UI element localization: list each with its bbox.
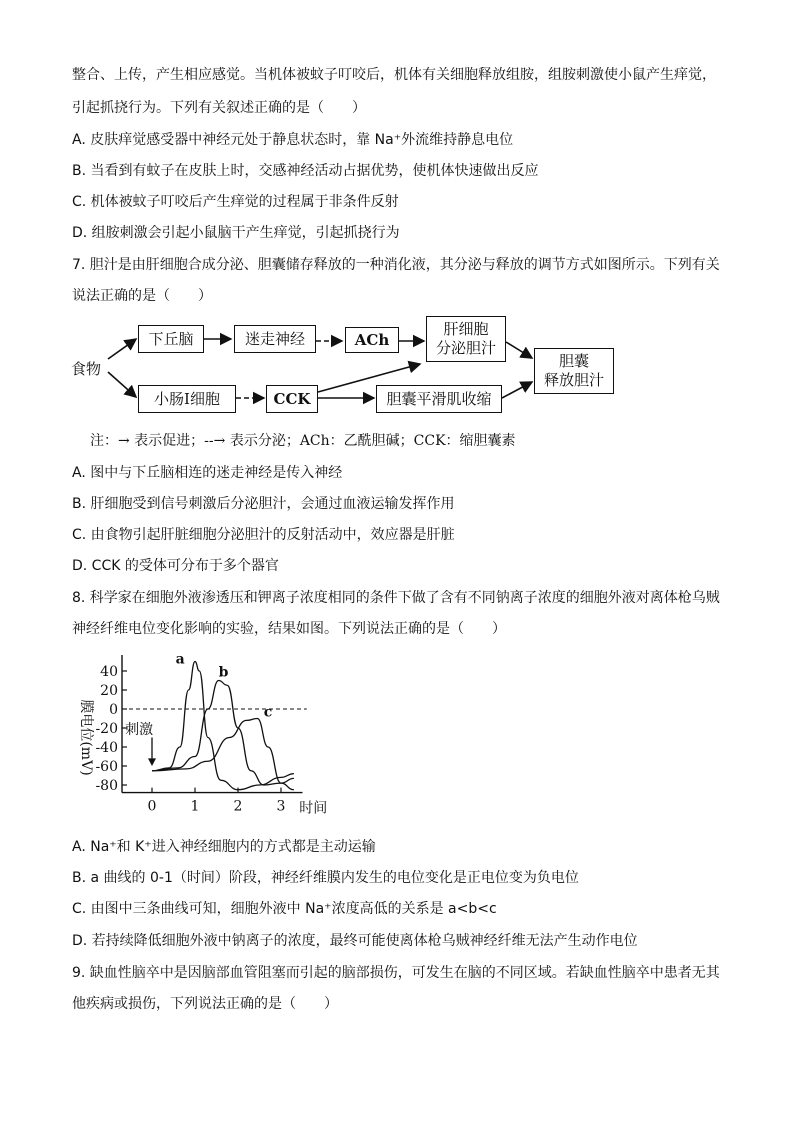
arrow-food-hypothalamus — [108, 339, 136, 359]
stimulus-arrowhead — [148, 758, 156, 766]
option-b: B. a 曲线的 0-1（时间）阶段，神经纤维膜内发生的电位变化是正电位变为负电位 — [72, 870, 579, 886]
series-a-line — [152, 662, 294, 790]
option-a: A. 皮肤痒觉感受器中神经元处于静息状态时，靠 Na⁺外流维持静息电位 — [72, 132, 514, 148]
gall-line1: 胆囊 — [558, 352, 589, 370]
food-label: 食物 — [71, 360, 102, 378]
series-c-label: c — [263, 704, 273, 721]
y-axis-label: 膜电位(mV) — [78, 699, 94, 776]
x-tick-label: 3 — [276, 798, 286, 815]
option-d: D. 组胺刺激会引起小鼠脑干产生痒觉，引起抓挠行为 — [72, 225, 400, 241]
diagram-note: 注：→ 表示促进；--→ 表示分泌；ACh：乙酰胆碱；CCK：缩胆囊素 — [90, 433, 516, 449]
question-9-cont: 他疾病或损伤，下列说法正确的是（ ） — [72, 996, 338, 1012]
liver-line1: 肝细胞 — [443, 320, 489, 338]
ach-box: ACh — [345, 327, 399, 353]
arrow-muscle-gall — [502, 382, 532, 398]
option-a: A. Na⁺和 K⁺进入神经细胞内的方式都是主动运输 — [72, 839, 376, 855]
text-line: 整合、上传，产生相应感觉。当机体被蚊子叮咬后，机体有关细胞释放组胺，组胺刺激使小鼠产生痒觉， — [72, 67, 716, 83]
x-tick-label: 2 — [233, 798, 243, 815]
option-d: D. 若持续降低细胞外液中钠离子的浓度，最终可能使离体枪乌贼神经纤维无法产生动作电位 — [72, 933, 638, 949]
series-a-label: a — [175, 651, 185, 668]
text-line: 引起抓挠行为。下列有关叙述正确的是（ ） — [72, 100, 366, 116]
question-9: 9. 缺血性脑卒中是因脑部血管阻塞而引起的脑部损伤，可发生在脑的不同区域。若缺血性脑卒中患者无其 — [72, 965, 720, 981]
liver-cell-box — [426, 316, 506, 362]
y-tick-label: 40 — [100, 664, 118, 680]
bile-regulation-diagram — [68, 312, 628, 447]
y-tick-label: -80 — [95, 778, 118, 794]
hypothalamus-box: 下丘脑 — [138, 325, 204, 353]
option-a: A. 图中与下丘脑相连的迷走神经是传入神经 — [72, 465, 343, 481]
x-axis-label: 时间 — [299, 800, 328, 817]
option-c: C. 由食物引起肝脏细胞分泌胆汁的反射活动中，效应器是肝脏 — [72, 527, 455, 543]
y-tick-label: -40 — [95, 740, 118, 756]
liver-line2: 分泌胆汁 — [435, 339, 496, 357]
gall-line2: 释放胆汁 — [543, 371, 604, 389]
question-8: 8. 科学家在细胞外液渗透压和钾离子浓度相同的条件下做了含有不同钠离子浓度的细胞外液对离体枪乌贼 — [72, 590, 720, 606]
question-7: 7. 胆汁是由肝细胞合成分泌、胆囊储存释放的一种消化液，其分泌与释放的调节方式如图所示。下列有关 — [72, 257, 720, 273]
arrow-food-intestine — [108, 372, 136, 397]
y-tick-label: 20 — [100, 683, 118, 699]
question-7-cont: 说法正确的是（ ） — [72, 288, 212, 304]
muscle-contraction-box: 胆囊平滑肌收缩 — [376, 385, 502, 413]
cck-box: CCK — [266, 385, 318, 413]
x-tick-label: 1 — [190, 798, 200, 815]
y-tick-label: -20 — [95, 721, 118, 737]
option-b: B. 肝细胞受到信号刺激后分泌胆汁，会通过血液运输发挥作用 — [72, 496, 455, 512]
vagus-nerve-box: 迷走神经 — [234, 325, 316, 353]
x-tick-label: 0 — [147, 798, 157, 815]
option-c: C. 由图中三条曲线可知，细胞外液中 Na⁺浓度高低的关系是 a<b<c — [72, 901, 497, 917]
option-c: C. 机体被蚊子叮咬后产生痒觉的过程属于非条件反射 — [72, 194, 399, 210]
option-d: D. CCK 的受体可分布于多个器官 — [72, 558, 279, 574]
intestine-cell-box: 小肠Ⅰ细胞 — [138, 385, 236, 413]
y-tick-label: -60 — [95, 759, 118, 775]
y-tick-label: 0 — [109, 702, 118, 718]
option-b: B. 当看到有蚊子在皮肤上时，交感神经活动占据优势，使机体快速做出反应 — [72, 163, 539, 179]
question-8-cont: 神经纤维电位变化影响的实验，结果如图。下列说法正确的是（ ） — [72, 621, 506, 637]
gallbladder-box — [534, 348, 614, 394]
arrow-liver-gall — [506, 342, 532, 358]
series-b-label: b — [218, 664, 229, 681]
stimulus-label: 刺激 — [125, 721, 154, 738]
membrane-potential-chart — [68, 645, 348, 834]
chart-svg — [68, 645, 348, 830]
